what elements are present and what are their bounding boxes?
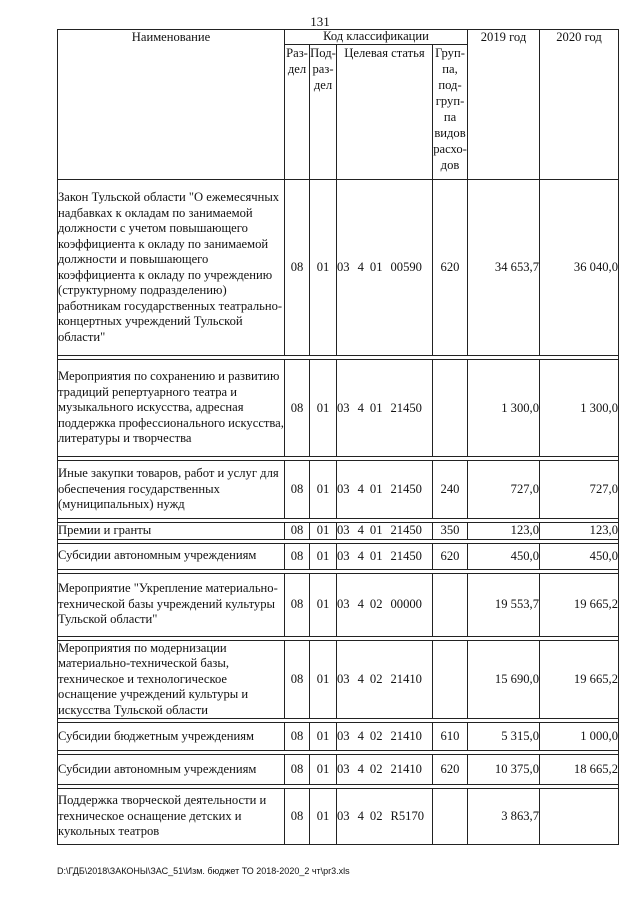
row-razdel: 08 [285,180,310,356]
header-expense-type: Груп- па, под- груп- па видов расхо- дов [433,45,468,180]
target-article-part: 02 [369,809,383,823]
row-razdel: 08 [285,360,310,457]
footer-file-path: D:\ГДБ\2018\ЗАКОНЫ\ЗАС_51\Изм. бюджет ТО 2018-2020_2 чт\pr3.xls [57,866,350,876]
row-target-article [337,543,433,569]
target-article-part: 01 [369,400,383,415]
target-article-part: 01 [369,523,383,538]
target-article-part: 03 [337,260,350,274]
row-value-2019: 727,0 [468,461,540,519]
row-expense-type [433,640,468,719]
row-value-2019: 1 300,0 [468,360,540,457]
target-article-part: 4 [357,482,364,496]
target-article-part: 03 [337,809,350,823]
target-article-part: 21410 [390,671,422,686]
target-article-part: 01 [369,482,383,496]
row-value-2020: 727,0 [540,461,619,519]
table-row [58,755,619,785]
target-article-part: 21450 [390,482,422,496]
row-name: Мероприятие "Укрепление материально-технической базы учреждений культуры Тульской области" [58,573,285,636]
row-podrazdel: 01 [310,640,337,719]
row-name: Мероприятия по сохранению и развитию традиций репертуарного театра и музыкального искусства, адресная поддержка профессионального искусства, литературы и творчества [58,360,285,457]
row-target-article [337,573,433,636]
target-article-part: 02 [369,597,383,611]
row-name: Иные закупки товаров, работ и услуг для обеспечения государственных (муниципальных) нужд [58,461,285,519]
table-row [58,543,619,569]
row-target-article [337,523,433,540]
row-value-2020: 123,0 [540,523,619,540]
target-article-part: 4 [357,671,364,686]
target-article-part: 21450 [390,548,422,563]
target-article-part: 4 [357,260,364,274]
row-expense-type: 620 [433,755,468,785]
header-razdel: Раз- дел [285,45,310,180]
row-expense-type [433,789,468,845]
target-article-part: 03 [337,523,350,538]
row-value-2019: 34 653,7 [468,180,540,356]
target-article-part: 4 [357,523,364,538]
table-row [58,180,619,356]
row-podrazdel: 01 [310,360,337,457]
target-article-part: 03 [337,400,350,415]
row-value-2019: 3 863,7 [468,789,540,845]
row-podrazdel: 01 [310,543,337,569]
row-target-article [337,723,433,751]
target-article-part: 4 [357,597,364,611]
row-name: Премии и гранты [58,523,285,540]
row-podrazdel: 01 [310,573,337,636]
target-article-part: 21450 [390,400,422,415]
row-name: Субсидии бюджетным учреждениям [58,723,285,751]
row-target-article [337,789,433,845]
row-expense-type: 610 [433,723,468,751]
target-article-part: 01 [369,260,383,274]
row-value-2020: 1 000,0 [540,723,619,751]
target-article-part: 00000 [390,597,422,611]
table-row [58,789,619,845]
header-year-2020: 2020 год [540,30,619,180]
row-podrazdel: 01 [310,755,337,785]
header-podrazdel: Под- раз- дел [310,45,337,180]
target-article-part: 01 [369,548,383,563]
row-value-2019: 10 375,0 [468,755,540,785]
row-podrazdel: 01 [310,180,337,356]
row-expense-type [433,573,468,636]
target-article-part: 4 [357,809,364,823]
target-article-part: 00590 [390,260,422,274]
target-article-part: 21410 [390,729,422,743]
row-value-2020: 18 665,2 [540,755,619,785]
row-podrazdel: 01 [310,523,337,540]
table-row [58,523,619,540]
row-name: Субсидии автономным учреждениям [58,543,285,569]
row-podrazdel: 01 [310,461,337,519]
target-article-part: 03 [337,671,350,686]
row-value-2020: 1 300,0 [540,360,619,457]
row-target-article [337,461,433,519]
row-value-2019: 450,0 [468,543,540,569]
row-value-2020: 19 665,2 [540,640,619,719]
row-target-article [337,755,433,785]
table-row [58,573,619,636]
target-article-part: 4 [357,762,364,776]
row-razdel: 08 [285,755,310,785]
target-article-part: 03 [337,482,350,496]
row-expense-type: 620 [433,180,468,356]
target-article-part: 21450 [390,523,422,538]
row-razdel: 08 [285,523,310,540]
row-razdel: 08 [285,640,310,719]
target-article-part: 03 [337,548,350,563]
table-row [58,360,619,457]
table-body [58,180,619,845]
row-value-2019: 5 315,0 [468,723,540,751]
row-target-article [337,180,433,356]
target-article-part: 03 [337,729,350,743]
row-value-2020 [540,789,619,845]
row-value-2019: 123,0 [468,523,540,540]
row-podrazdel: 01 [310,723,337,751]
table-row [58,723,619,751]
table-row [58,640,619,719]
row-target-article [337,640,433,719]
target-article-part: 02 [369,729,383,743]
row-razdel: 08 [285,543,310,569]
header-code-group: Код классификации [285,30,468,45]
row-value-2020: 19 665,2 [540,573,619,636]
target-article-part: 4 [357,400,364,415]
row-value-2019: 19 553,7 [468,573,540,636]
row-name: Субсидии автономным учреждениям [58,755,285,785]
row-value-2020: 450,0 [540,543,619,569]
row-razdel: 08 [285,573,310,636]
row-target-article [337,360,433,457]
row-expense-type: 620 [433,543,468,569]
target-article-part: 02 [369,671,383,686]
row-expense-type: 240 [433,461,468,519]
target-article-part: 4 [357,548,364,563]
row-name: Поддержка творческой деятельности и техническое оснащение детских и кукольных театров [58,789,285,845]
row-expense-type: 350 [433,523,468,540]
header-year-2019: 2019 год [468,30,540,180]
target-article-part: 4 [357,729,364,743]
row-podrazdel: 01 [310,789,337,845]
row-razdel: 08 [285,461,310,519]
target-article-part: 21410 [390,762,422,776]
budget-table [57,29,619,845]
target-article-part: 02 [369,762,383,776]
row-name: Мероприятия по модернизации материально-технической базы, техническое и технологическое оснащение учреждений культуры и искусства Тульской области [58,640,285,719]
header-name: Наименование [58,30,285,180]
page-number: 131 [310,14,330,29]
table-row [58,461,619,519]
target-article-part: 03 [337,597,350,611]
row-value-2019: 15 690,0 [468,640,540,719]
header-target-article: Целевая статья [337,45,433,180]
row-razdel: 08 [285,723,310,751]
target-article-part: 03 [337,762,350,776]
row-razdel: 08 [285,789,310,845]
row-value-2020: 36 040,0 [540,180,619,356]
target-article-part: R5170 [390,809,425,823]
row-expense-type [433,360,468,457]
row-name: Закон Тульской области "О ежемесячных надбавках к окладам по занимаемой должности с учетом повышающего коэффициента к окладу по занимаемой должности и повышающего коэффициента к окладу по учреждению (структурному подразделению) работникам государственных театрально-концертных учреждений Тульской области" [58,180,285,356]
